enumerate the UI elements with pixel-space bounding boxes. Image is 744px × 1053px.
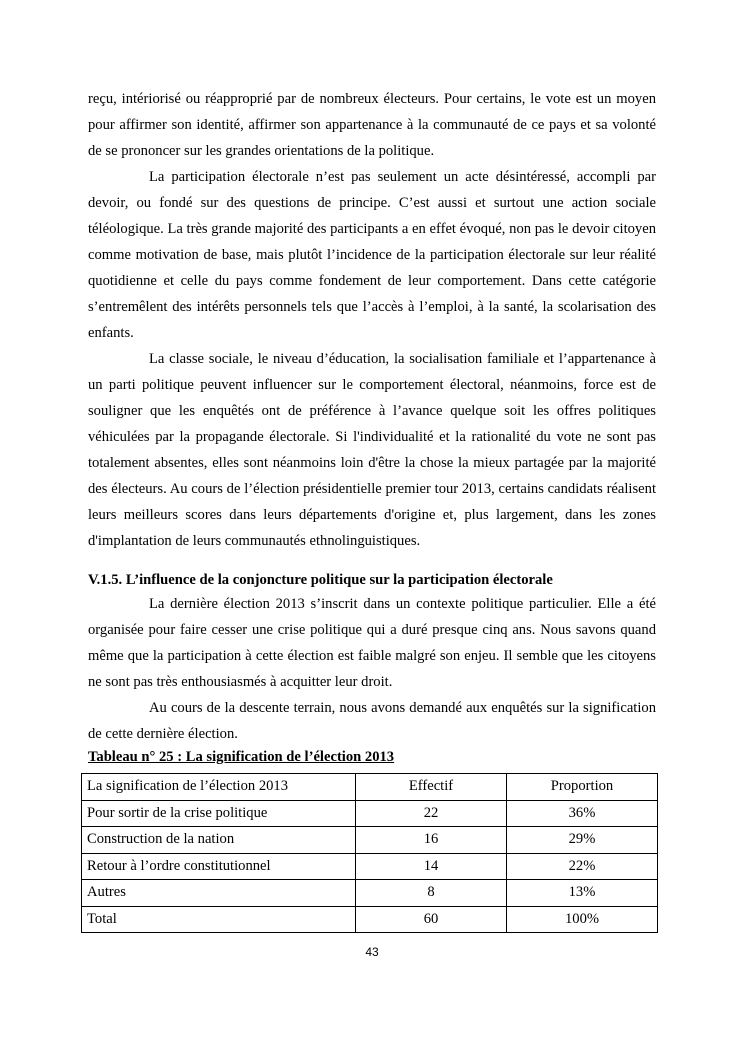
- row-proportion: 36%: [507, 800, 658, 827]
- paragraph-participation: La participation électorale n’est pas seulement un acte désintéressé, accompli par devoir, ou fondé sur des questions de principe. C’est aussi et surtout une action sociale téléologique. La très grande majorité des participants a en effet évoqué, non pas le devoir citoyen comme motivation de base, mais plutôt l’incidence de la participation électorale sur leur réalité quotidienne et celle du pays comme fondement de leur comportement. Dans cette catégorie s’entremêlent des intérêts personnels tels que l’accès à l’emploi, à la santé, la scolarisation des enfants.: [88, 169, 656, 341]
- table-caption: Tableau n° 25 : La signification de l’élection 2013: [88, 749, 395, 765]
- row-label: Retour à l’ordre constitutionnel: [82, 853, 356, 880]
- paragraph-election-context: La dernière élection 2013 s’inscrit dans un contexte politique particulier. Elle a été organisée pour faire cesser une crise politique qui a duré presque cinq ans. Nous savons quand même que la participation à cette élection est faible malgré son enjeu. Il semble que les citoyens ne sont pas très enthousiasmés à acquitter leur droit.: [88, 596, 656, 690]
- row-label: Autres: [82, 880, 356, 907]
- page-body: [88, 86, 656, 767]
- row-label: Total: [82, 906, 356, 933]
- row-count: 22: [356, 800, 507, 827]
- row-count: 8: [356, 880, 507, 907]
- table-row: [82, 800, 658, 827]
- election-significance-table: [81, 773, 658, 933]
- row-proportion: 13%: [507, 880, 658, 907]
- row-count: 16: [356, 827, 507, 854]
- table-row: [82, 853, 658, 880]
- paragraph-field-survey: Au cours de la descente terrain, nous avons demandé aux enquêtés sur la signification de cette dernière élection.: [88, 700, 656, 742]
- table-total-row: [82, 906, 658, 933]
- header-cell-count: Effectif: [356, 774, 507, 801]
- row-proportion: 29%: [507, 827, 658, 854]
- row-count: 60: [356, 906, 507, 933]
- paragraph-social-class: La classe sociale, le niveau d’éducation, la socialisation familiale et l’appartenance à un parti politique peuvent influencer sur le comportement électoral, néanmoins, force est de souligner que les enquêtés ont de préférence à l’avance quelque soit les offres politiques véhiculées par la propagande électorale. Si l'individualité et la rationalité du vote ne sont pas totalement absentes, elles sont néanmoins loin d'être la chose la mieux partagée par la majorité des électeurs. Au cours de l’élection présidentielle premier tour 2013, certains candidats réalisent leurs meilleurs scores dans leurs départements d'origine et, plus largement, dans les zones d'implantation de leurs communautés ethnolinguistiques.: [88, 351, 656, 549]
- row-count: 14: [356, 853, 507, 880]
- row-proportion: 22%: [507, 853, 658, 880]
- table-row: [82, 880, 658, 907]
- header-cell-proportion: Proportion: [507, 774, 658, 801]
- row-label: Construction de la nation: [82, 827, 356, 854]
- page-number: 43: [365, 945, 379, 959]
- paragraph-continuation: reçu, intériorisé ou réapproprié par de nombreux électeurs. Pour certains, le vote est un moyen pour affirmer son identité, affirmer son appartenance à la communauté de ce pays et sa volonté de se prononcer sur les grandes orientations de la politique.: [88, 91, 656, 159]
- header-cell-significance: La signification de l’élection 2013: [82, 774, 356, 801]
- table-row: [82, 827, 658, 854]
- row-proportion: 100%: [507, 906, 658, 933]
- section-heading: V.1.5. L’influence de la conjoncture politique sur la participation électorale: [88, 572, 553, 588]
- table-header-row: [82, 774, 658, 801]
- row-label: Pour sortir de la crise politique: [82, 800, 356, 827]
